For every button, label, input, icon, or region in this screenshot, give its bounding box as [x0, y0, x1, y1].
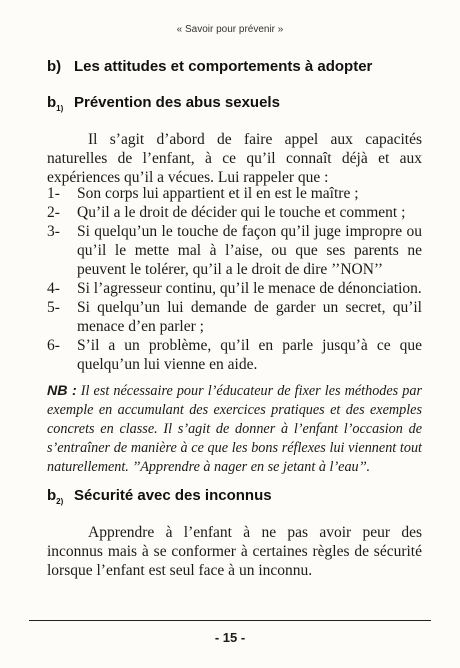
subsection-title: Sécurité avec des inconnus [74, 487, 272, 504]
list-text: Si quelqu’un le touche de façon qu’il juge impropre ou qu’il le mette mal à l’aise, ou que ses parents ne peuvent le tolérer, qu’il a le droit de dire ’’NON’’ [77, 223, 422, 278]
list-number: 2- [47, 204, 60, 221]
footer-divider [29, 620, 431, 621]
intro-line: Il s’agit d’abord de faire appel aux capacités [88, 131, 422, 148]
section-title: Les attitudes et comportements à adopter [74, 58, 373, 75]
subsection-marker: $b_{2)}$ [47, 487, 64, 506]
closing-paragraph: Apprendre à l’enfant à ne pas avoir peur des inconnus mais à se conformer à certaines règles de sécurité lorsque l’enfant est seul face à un inconnu. [47, 524, 422, 579]
list-number: 4- [47, 280, 60, 297]
subsection-heading-b2 [47, 487, 272, 506]
intro-line: expériences qu’il a vécues. Lui rappeler que : [47, 169, 329, 186]
list-item [47, 184, 422, 203]
intro-line: naturelles de l’enfant, à ce qu’il connaît déjà et aux [47, 150, 422, 167]
list-text: Qu’il a le droit de décider qui le touche et comment ; [77, 204, 406, 221]
list-number: 5- [47, 299, 60, 316]
subsection-title: Prévention des abus sexuels [74, 94, 280, 111]
list-text: S’il a un problème, qu’il en parle jusqu’à ce que quelqu’un lui vienne en aide. [77, 337, 422, 373]
running-head: « Savoir pour prévenir » [176, 24, 284, 35]
list-text: Si l’agresseur continu, qu’il le menace de dénonciation. [77, 280, 422, 297]
page-number: - 15 - [214, 630, 246, 645]
list-item [47, 279, 422, 298]
list-item [47, 298, 422, 336]
section-heading-b [47, 58, 372, 75]
list-item [47, 222, 422, 279]
intro-paragraph [47, 130, 422, 187]
nb-text: Il est nécessaire pour l’éducateur de fixer les méthodes par exemple en accumulant des exercices pratiques et des exemples concrets en classe. Il s’agit de donner à l’enfant l’occasion de s’entraîner de manière à ce que les bons réflexes lui viennent tout naturellement. ’’Apprendre à nager en se jetant à l’eau’’. [47, 383, 422, 475]
subsection-heading-b1 [47, 94, 280, 113]
list-text: Si quelqu’un lui demande de garder un secret, qu’il menace d’en parler ; [77, 299, 422, 335]
list-item [47, 203, 422, 222]
section-marker: b) [47, 58, 62, 75]
list-item [47, 336, 422, 374]
list-text: Son corps lui appartient et il en est le maître ; [77, 185, 359, 202]
nb-note [47, 382, 422, 477]
subsection-marker: $b_{1)}$ [47, 94, 64, 113]
list-number: 3- [47, 223, 60, 240]
numbered-list [47, 184, 422, 374]
list-number: 6- [47, 337, 60, 354]
nb-label: NB : [47, 383, 77, 399]
list-number: 1- [47, 185, 60, 202]
